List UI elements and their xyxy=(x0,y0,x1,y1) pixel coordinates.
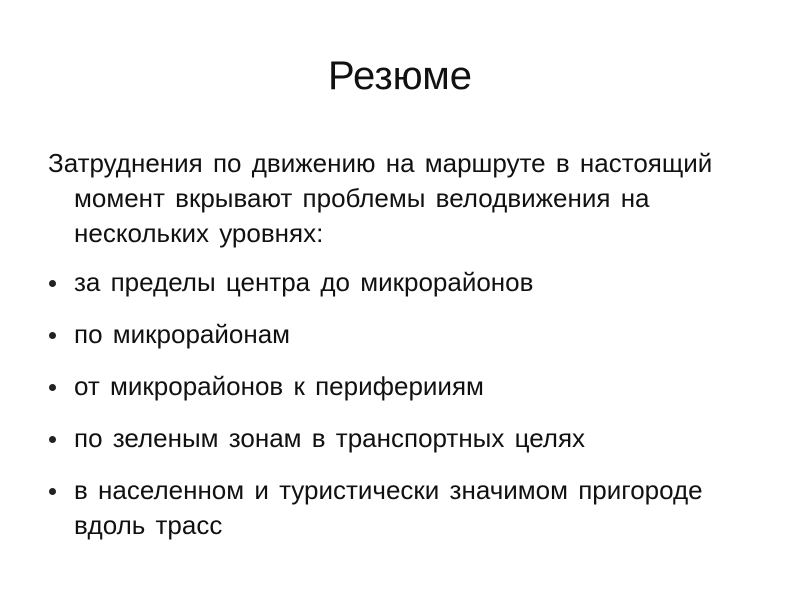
bullet-list xyxy=(48,265,748,543)
slide-title: Резюме xyxy=(328,54,472,98)
list-item xyxy=(48,317,748,352)
list-item-text: за пределы центра до микрорайонов xyxy=(74,267,534,297)
list-item xyxy=(48,369,748,404)
slide-body xyxy=(48,146,748,560)
list-item-text: по зеленым зонам в транспортных целях xyxy=(74,423,586,453)
bullet-icon xyxy=(49,280,56,287)
list-item-text: в населенном и туристически значимом пригороде вдоль трасс xyxy=(74,475,703,540)
list-item xyxy=(48,473,748,543)
bullet-icon xyxy=(49,436,56,443)
bullet-icon xyxy=(49,384,56,391)
list-item xyxy=(48,265,748,300)
bullet-icon xyxy=(49,488,56,495)
intro-paragraph: Затруднения по движению на маршруте в настоящий момент вкрывают проблемы велодвижения на нескольких уровнях: xyxy=(48,148,713,248)
list-item-text: по микрорайонам xyxy=(74,319,291,349)
bullet-icon xyxy=(49,332,56,339)
list-item xyxy=(48,421,748,456)
list-item-text: от микрорайонов к периферииям xyxy=(74,371,484,401)
